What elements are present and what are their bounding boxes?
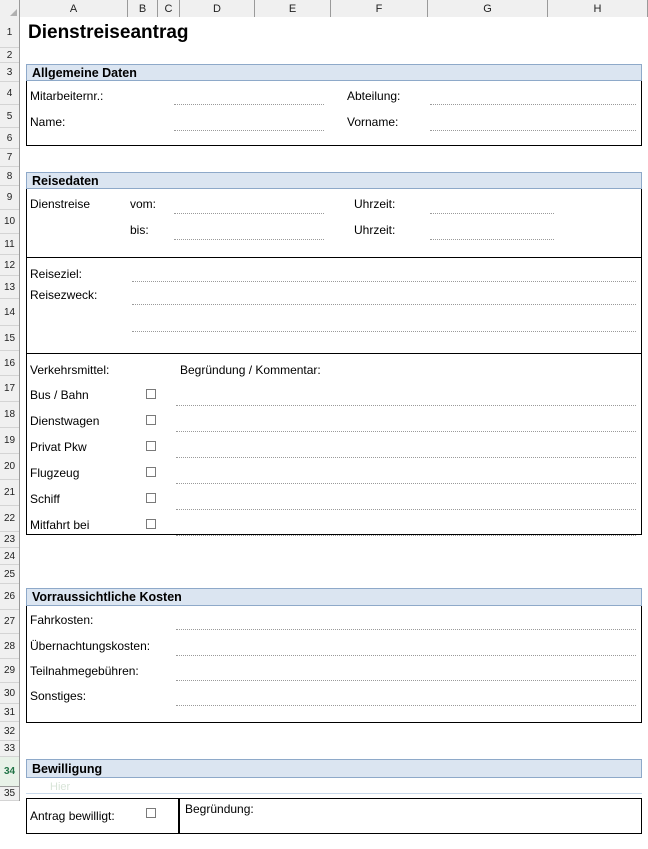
- document-title: Dienstreiseantrag: [28, 22, 189, 43]
- input-purpose-line2[interactable]: [132, 331, 636, 332]
- label-to: bis:: [130, 223, 149, 237]
- row-header-24[interactable]: 24: [0, 548, 19, 565]
- row-header-23[interactable]: 23: [0, 532, 19, 548]
- row-header-4[interactable]: 4: [0, 82, 19, 105]
- row-header-11[interactable]: 11: [0, 234, 19, 255]
- input-destination[interactable]: [132, 281, 636, 282]
- row-header-15[interactable]: 15: [0, 326, 19, 351]
- column-header-e[interactable]: E: [255, 0, 331, 17]
- row-header-21[interactable]: 21: [0, 480, 19, 506]
- label-approval-reason: Begründung:: [185, 802, 254, 816]
- sheet-grid: [20, 17, 648, 849]
- row-header-19[interactable]: 19: [0, 428, 19, 454]
- section-header-general: Allgemeine Daten: [26, 64, 642, 81]
- transport-option-label: Bus / Bahn: [30, 388, 89, 402]
- row-header-25[interactable]: 25: [0, 565, 19, 584]
- row-header-33[interactable]: 33: [0, 741, 19, 757]
- row-header-5[interactable]: 5: [0, 105, 19, 128]
- row-header-10[interactable]: 10: [0, 210, 19, 234]
- cost-item-label: Übernachtungskosten:: [30, 639, 151, 653]
- transport-option-checkbox[interactable]: [146, 415, 156, 425]
- row-header-22[interactable]: 22: [0, 506, 19, 532]
- row-header-27[interactable]: 27: [0, 610, 19, 634]
- cost-item-label: Sonstiges:: [30, 689, 87, 703]
- input-from-date[interactable]: [174, 213, 324, 214]
- input-lastname[interactable]: [174, 130, 324, 131]
- label-transport: Verkehrsmittel:: [30, 363, 110, 377]
- input-to-date[interactable]: [174, 239, 324, 240]
- label-trip: Dienstreise: [30, 197, 91, 211]
- column-header-b[interactable]: B: [128, 0, 158, 17]
- row-header-32[interactable]: 32: [0, 722, 19, 741]
- column-header-g[interactable]: G: [428, 0, 548, 17]
- transport-option-checkbox[interactable]: [146, 467, 156, 477]
- cost-item-input[interactable]: [176, 655, 636, 656]
- transport-option-comment-input[interactable]: [176, 483, 636, 484]
- transport-option-comment-input[interactable]: [176, 509, 636, 510]
- label-destination: Reiseziel:: [30, 267, 83, 281]
- row-header-3[interactable]: 3: [0, 63, 19, 82]
- row-header-17[interactable]: 17: [0, 376, 19, 402]
- column-header-c[interactable]: C: [158, 0, 180, 17]
- select-all-corner[interactable]: [0, 0, 20, 17]
- transport-option-label: Mitfahrt bei: [30, 518, 90, 532]
- section-header-costs: Vorraussichtliche Kosten: [26, 588, 642, 606]
- input-approval-reason[interactable]: [185, 820, 635, 832]
- row-header-16[interactable]: 16: [0, 351, 19, 376]
- transport-option-comment-input[interactable]: [176, 457, 636, 458]
- row-header-18[interactable]: 18: [0, 402, 19, 428]
- row-header-20[interactable]: 20: [0, 454, 19, 480]
- cost-item-label: Teilnahmegebühren:: [30, 664, 139, 678]
- row-header-29[interactable]: 29: [0, 659, 19, 683]
- transport-option-label: Schiff: [30, 492, 60, 506]
- transport-option-comment-input[interactable]: [176, 431, 636, 432]
- transport-option-checkbox[interactable]: [146, 441, 156, 451]
- label-department: Abteilung:: [347, 89, 401, 103]
- input-purpose-line1[interactable]: [132, 304, 636, 305]
- column-header-d[interactable]: D: [180, 0, 255, 17]
- input-to-time[interactable]: [430, 239, 554, 240]
- faint-placeholder-text: Hier: [50, 781, 71, 793]
- input-department[interactable]: [430, 104, 636, 105]
- column-header-a[interactable]: A: [20, 0, 128, 17]
- column-header-f[interactable]: F: [331, 0, 428, 17]
- row-header-column: [0, 17, 20, 801]
- input-employee-no[interactable]: [174, 104, 324, 105]
- row-header-12[interactable]: 12: [0, 255, 19, 276]
- transport-option-label: Dienstwagen: [30, 414, 100, 428]
- cost-item-label: Fahrkosten:: [30, 613, 94, 627]
- column-header-row: [0, 0, 648, 17]
- label-purpose: Reisezweck:: [30, 288, 98, 302]
- label-lastname: Name:: [30, 115, 66, 129]
- row-header-26[interactable]: 26: [0, 584, 19, 610]
- row-header-9[interactable]: 9: [0, 186, 19, 210]
- row-header-2[interactable]: 2: [0, 48, 19, 63]
- label-comment: Begründung / Kommentar:: [180, 363, 321, 377]
- transport-option-label: Privat Pkw: [30, 440, 87, 454]
- label-employee-no: Mitarbeiternr.:: [30, 89, 104, 103]
- row-header-31[interactable]: 31: [0, 704, 19, 722]
- row-header-30[interactable]: 30: [0, 683, 19, 704]
- label-from-time: Uhrzeit:: [354, 197, 396, 211]
- label-approved: Antrag bewilligt:: [30, 809, 115, 823]
- section-header-travel: Reisedaten: [26, 172, 642, 189]
- row-header-8[interactable]: 8: [0, 167, 19, 186]
- approval-divider: [26, 793, 642, 794]
- row-header-28[interactable]: 28: [0, 634, 19, 659]
- row-header-14[interactable]: 14: [0, 299, 19, 326]
- row-header-13[interactable]: 13: [0, 276, 19, 299]
- column-header-h[interactable]: H: [548, 0, 648, 17]
- transport-block: [26, 354, 642, 535]
- travel-dates-block: [26, 189, 642, 258]
- label-from: vom:: [130, 197, 157, 211]
- general-data-block: [26, 81, 642, 146]
- transport-option-label: Flugzeug: [30, 466, 80, 480]
- row-header-34[interactable]: 34: [0, 757, 19, 787]
- row-header-6[interactable]: 6: [0, 128, 19, 149]
- transport-option-comment-input[interactable]: [176, 535, 636, 536]
- select-all-triangle-icon: [10, 9, 17, 16]
- cost-item-input[interactable]: [176, 705, 636, 706]
- cost-item-input[interactable]: [176, 680, 636, 681]
- destination-purpose-block: [26, 258, 642, 354]
- label-firstname: Vorname:: [347, 115, 399, 129]
- transport-option-comment-input[interactable]: [176, 405, 636, 406]
- row-header-7[interactable]: 7: [0, 149, 19, 167]
- input-from-time[interactable]: [430, 213, 554, 214]
- input-firstname[interactable]: [430, 130, 636, 131]
- transport-option-checkbox[interactable]: [146, 519, 156, 529]
- label-to-time: Uhrzeit:: [354, 223, 396, 237]
- cost-item-input[interactable]: [176, 629, 636, 630]
- row-header-35[interactable]: 35: [0, 787, 19, 801]
- transport-option-checkbox[interactable]: [146, 493, 156, 503]
- section-header-approval: Bewilligung: [26, 759, 642, 778]
- row-header-1[interactable]: 1: [0, 17, 19, 48]
- transport-option-checkbox[interactable]: [146, 389, 156, 399]
- checkbox-approved[interactable]: [146, 808, 156, 818]
